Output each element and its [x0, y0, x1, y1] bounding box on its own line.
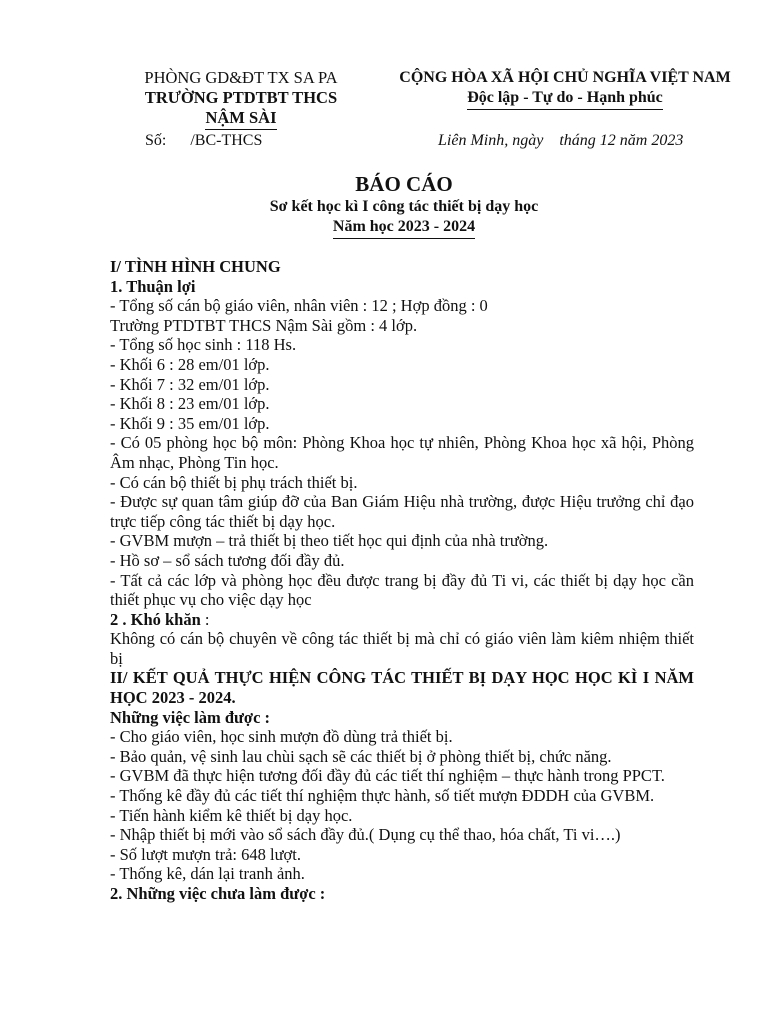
- section-1-2-colon: :: [200, 609, 210, 629]
- body-line: Không có cán bộ chuyên về công tác thiết bị mà chỉ có giáo viên làm kiêm nhiệm thiết bị: [110, 629, 694, 668]
- section-2-2-title: 2. Những việc chưa làm được :: [110, 884, 326, 903]
- school-name-line1: TRƯỜNG PTDTBT THCS: [144, 88, 338, 107]
- body-line: - Thống kê đầy đủ các tiết thí nghiệm thực hành, số tiết mượn ĐDDH của GVBM.: [110, 786, 655, 806]
- body-line: - Số lượt mượn trả: 648 lượt.: [110, 844, 301, 864]
- section-1-2-title: 2 . Khó khăn: [110, 609, 201, 629]
- body-line: - Bảo quản, vệ sinh lau chùi sạch sẽ các thiết bị ở phòng thiết bị, chức năng.: [110, 746, 612, 766]
- dept-name: PHÒNG GD&ĐT TX SA PA: [144, 68, 338, 87]
- body-line: - Có cán bộ thiết bị phụ trách thiết bị.: [110, 472, 358, 492]
- report-year: Năm học 2023 - 2024: [333, 218, 475, 239]
- national-motto: Độc lập - Tự do - Hạnh phúc: [467, 88, 663, 110]
- section-2-1-title: Những việc làm được :: [110, 707, 271, 727]
- national-header: [380, 68, 750, 110]
- section-2-title: II/ KẾT QUẢ THỰC HIỆN CÔNG TÁC THIẾT BỊ DẠY HỌC HỌC KÌ I NĂM HỌC 2023 - 2024.: [110, 668, 694, 708]
- body-line: - Tổng số cán bộ giáo viên, nhân viên : 12 ; Hợp đồng : 0: [110, 296, 488, 316]
- document-number: [145, 132, 262, 150]
- school-name-line2: NẬM SÀI: [205, 108, 276, 130]
- body-line: - Thống kê, dán lại tranh ảnh.: [110, 864, 305, 884]
- body-line: - Khối 7 : 32 em/01 lớp.: [110, 374, 270, 394]
- section-1-2-heading: [110, 610, 694, 630]
- body-line: - Tổng số học sinh : 118 Hs.: [110, 335, 297, 355]
- body-line: - Khối 8 : 23 em/01 lớp.: [110, 394, 270, 414]
- body-line: - Được sự quan tâm giúp đỡ của Ban Giám Hiệu nhà trường, được Hiệu trưởng chỉ đạo trực tiếp công tác thiết bị dạy học.: [110, 492, 694, 531]
- body-line: - Cho giáo viên, học sinh mượn đồ dùng trả thiết bị.: [110, 727, 453, 747]
- body-line: - Tất cả các lớp và phòng học đều được trang bị đầy đủ Ti vi, các thiết bị dạy học cần thiết phục vụ cho việc dạy học: [110, 570, 694, 610]
- report-subtitle: Sơ kết học kì I công tác thiết bị dạy học: [269, 198, 539, 215]
- body-line: - GVBM mượn – trả thiết bị theo tiết học qui định của nhà trường.: [110, 531, 549, 551]
- body-line: - Có 05 phòng học bộ môn: Phòng Khoa học tự nhiên, Phòng Khoa học xã hội, Phòng Âm nhạc, Phòng Tin học.: [110, 433, 694, 472]
- report-title: BÁO CÁO: [355, 172, 453, 196]
- so-label: Số:: [145, 132, 167, 149]
- section-1-title: I/ TÌNH HÌNH CHUNG: [110, 257, 281, 276]
- body-line: - Khối 9 : 35 em/01 lớp.: [110, 413, 270, 433]
- agency-header: [112, 68, 370, 130]
- place-date: Liên Minh, ngày tháng 12 năm 2023: [438, 132, 684, 149]
- section-1-1-title: 1. Thuận lợi: [110, 276, 196, 296]
- body-line: - Tiến hành kiểm kê thiết bị dạy học.: [110, 805, 353, 825]
- body-line: - Khối 6 : 28 em/01 lớp.: [110, 354, 270, 374]
- body-line: - Hồ sơ – sổ sách tương đối đầy đủ.: [110, 550, 345, 570]
- body-line: Trường PTDTBT THCS Nậm Sài gồm : 4 lớp.: [110, 315, 418, 335]
- so-value: /BC-THCS: [190, 132, 263, 149]
- body-line: - GVBM đã thực hiện tương đối đầy đủ các tiết thí nghiệm – thực hành trong PPCT.: [110, 766, 665, 786]
- report-body: [110, 257, 694, 904]
- country-name: CỘNG HÒA XÃ HỘI CHỦ NGHĨA VIỆT NAM: [399, 69, 731, 86]
- body-line: - Nhập thiết bị mới vào sổ sách đầy đủ.( Dụng cụ thể thao, hóa chất, Ti vi….): [110, 825, 621, 845]
